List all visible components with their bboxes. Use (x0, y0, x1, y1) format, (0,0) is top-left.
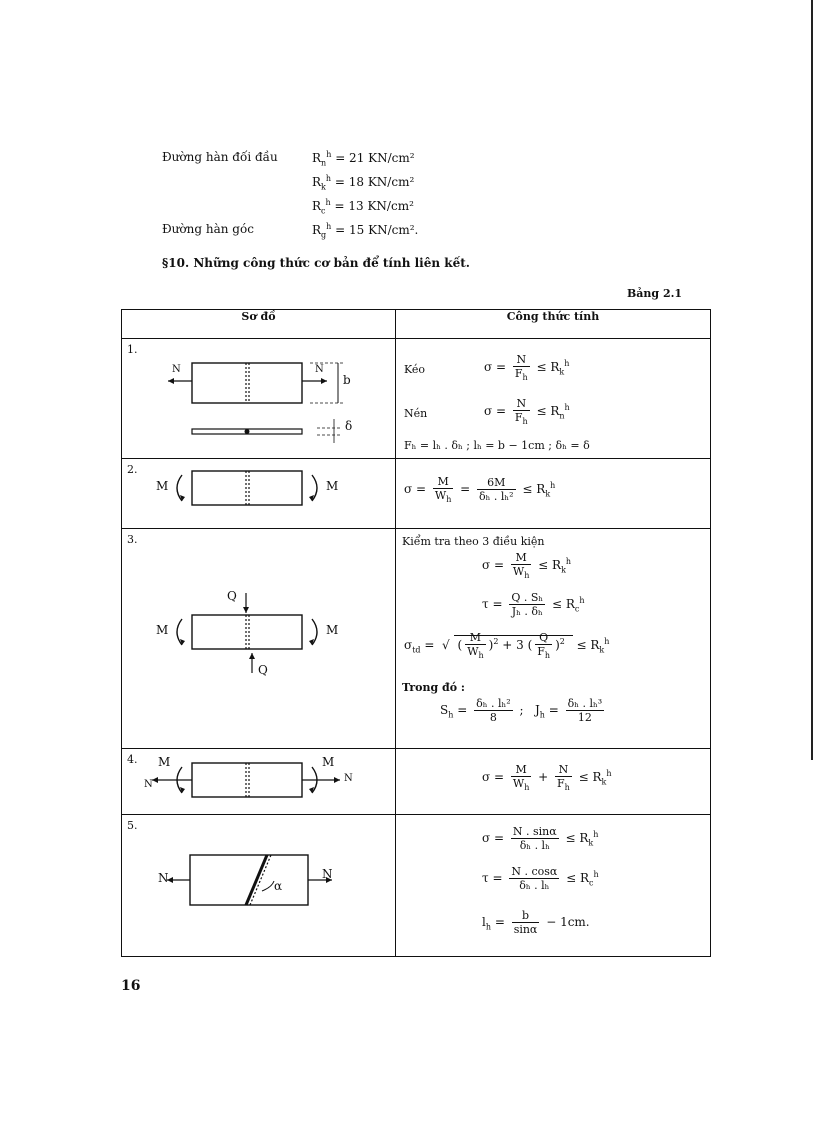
table-row (122, 459, 711, 529)
diagram-cell (122, 459, 396, 529)
bending-formula: σ = $\frac{M}{W_h}$ = $\frac{6M}{\text{δₕ . lₕ²}}$ ≤ $R_k^h$ (404, 475, 556, 505)
tension-formula: σ = $\frac{N}{F_h}$ ≤ $R_k^h$ (484, 353, 570, 383)
thickness-delta-label: δ (345, 419, 353, 433)
width-b-label: b (343, 373, 351, 387)
moment-m-label: M (158, 755, 171, 769)
formula-cell (396, 749, 711, 815)
col-header-diagram: Sơ đồ (122, 310, 396, 339)
moment-m-label: M (156, 479, 169, 493)
moment-m-label: M (322, 755, 335, 769)
row-number: 2. (127, 463, 138, 476)
angle-alpha-label: α (274, 879, 283, 893)
butt-weld-label: Đường hàn đối đầu (162, 150, 278, 164)
shear-q-label: Q (258, 663, 268, 677)
force-n-label: N (322, 867, 333, 881)
table-row (122, 339, 711, 459)
row-number: 3. (127, 533, 138, 546)
strength-value: = 13 KN/cm² (334, 199, 414, 213)
force-n-label: N (172, 364, 181, 375)
sigma-td-symbol: σ (404, 638, 413, 653)
table-row (122, 529, 711, 749)
weld-length-formula: $l_h$ = $\frac{b}{\sin\alpha}$ − 1cm. (482, 909, 590, 936)
moment-shear-diagram (122, 529, 395, 749)
col-header-formula: Công thức tính (396, 310, 711, 339)
force-n-label: N (344, 773, 353, 784)
row-number: 1. (127, 343, 138, 356)
fillet-weld-label: Đường hàn góc (162, 222, 254, 236)
diagram-cell (122, 815, 396, 957)
equivalent-stress-formula: $\sigma_{td}$ = √ ( $\frac{M}{W_h}$ )$^2$ + 3 ( $\frac{Q}{F_h}$ )$^2 \le R_k^h$ (404, 631, 610, 661)
moment-m-label: M (156, 623, 169, 637)
diagram-cell (122, 339, 396, 459)
oblique-weld-diagram (122, 815, 395, 957)
oblique-sigma-formula: σ = $\frac{N . \sin\alpha}{\text{δₕ . lₕ}}$ ≤ $R_k^h$ (482, 825, 599, 852)
area-definition: Fₕ = lₕ . δₕ ; lₕ = b − 1cm ; δₕ = δ (404, 439, 590, 452)
formula-cell (396, 529, 711, 749)
table-caption: Bảng 2.1 (627, 287, 683, 300)
sigma-formula: σ = $\frac{M}{W_h}$ ≤ $R_k^h$ (482, 551, 572, 581)
compression-formula: σ = $\frac{N}{F_h}$ ≤ $R_n^h$ (484, 397, 570, 427)
strength-value: = 18 KN/cm² (334, 175, 415, 189)
butt-joint-diagram (122, 339, 395, 459)
strength-row: $R_n^h = 21$ KN/cm² (312, 150, 415, 168)
oblique-tau-formula: τ = $\frac{N . \cos\alpha}{\text{δₕ . lₕ}}$ ≤ $R_c^h$ (482, 865, 599, 892)
check-title: Kiểm tra theo 3 điều kiện (402, 535, 545, 548)
row-number: 4. (127, 753, 138, 766)
tau-formula: τ = $\frac{\text{Q . Sₕ}}{\text{Jₕ . δₕ}}$ ≤ $R_c^h$ (482, 591, 585, 618)
formula-table (121, 309, 711, 957)
strength-symbol: R (312, 151, 322, 165)
row-number: 5. (127, 819, 138, 832)
where-label: Trong đó : (402, 681, 465, 694)
diagram-cell (122, 749, 396, 815)
moment-m-label: M (326, 479, 339, 493)
force-n-label: N (315, 364, 324, 375)
compression-label: Nén (404, 407, 428, 420)
formula-cell (396, 339, 711, 459)
table-row (122, 815, 711, 957)
diagram-cell (122, 529, 396, 749)
strength-symbol: R (312, 175, 322, 189)
static-moment-formula: $S_h$ = $\frac{\text{δₕ . lₕ²}}{8}$ ; $J_h$ = $\frac{\text{δₕ . lₕ³}}{12}$ (440, 697, 603, 724)
combined-formula: σ = $\frac{M}{W_h}$ + $\frac{N}{F_h}$ ≤ $R_k^h$ (482, 763, 612, 793)
shear-q-label: Q (227, 589, 237, 603)
strength-symbol: R (312, 199, 322, 213)
formula-cell (396, 459, 711, 529)
table-row (122, 749, 711, 815)
page-number: 16 (121, 978, 141, 994)
strength-value: = 15 KN/cm². (335, 223, 419, 237)
section-title: §10. Những công thức cơ bản để tính liên kết. (162, 256, 470, 270)
force-n-label: N (144, 779, 153, 790)
strength-row: $R_c^h = 13$ KN/cm² (312, 198, 414, 216)
strength-row: $R_g^h = 15$ KN/cm². (312, 222, 419, 240)
moment-m-label: M (326, 623, 339, 637)
tension-label: Kéo (404, 363, 426, 376)
page-edge (811, 0, 813, 760)
formula-cell (396, 815, 711, 957)
strength-row: $R_k^h = 18$ KN/cm² (312, 174, 415, 192)
strength-symbol: R (312, 223, 322, 237)
moment-joint-diagram (122, 459, 395, 529)
force-n-label: N (158, 871, 169, 885)
strength-value: = 21 KN/cm² (335, 151, 415, 165)
